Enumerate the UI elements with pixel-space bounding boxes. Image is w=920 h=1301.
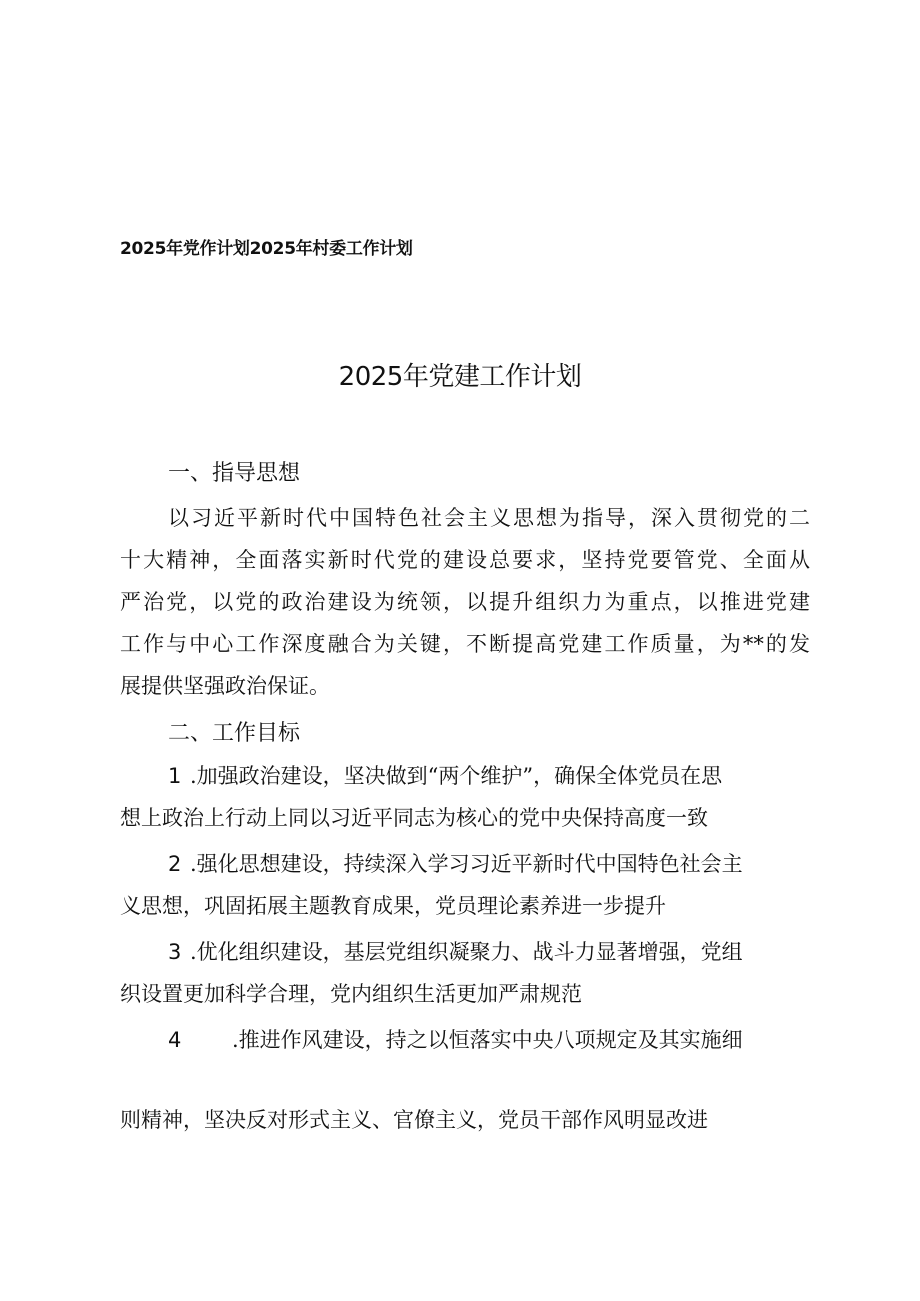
goal-number: 4 <box>168 1028 182 1052</box>
paragraph-line: 十大精神，全面落实新时代党的建设总要求，坚持党要管党、全面从 <box>120 548 810 572</box>
goal-item-2 <box>168 848 810 878</box>
goal-text: .推进作风建设，持之以恒落实中央八项规定及其实施细 <box>232 1028 743 1052</box>
section-heading-guiding-ideology: 一、指导思想 <box>168 461 301 486</box>
document-title: 2025年党建工作计划 <box>338 362 582 392</box>
goal-text: .强化思想建设，持续深入学习习近平新时代中国特色社会主 <box>190 852 743 876</box>
goal-item-1-continuation: 想上政治上行动上同以习近平同志为核心的党中央保持高度一致 <box>120 806 708 830</box>
paragraph-line: 严治党，以党的政治建设为统领，以提升组织力为重点，以推进党建 <box>120 590 810 614</box>
goal-item-3-continuation: 织设置更加科学合理，党内组织生活更加严肃规范 <box>120 982 582 1006</box>
goal-item-2-continuation: 义思想，巩固拓展主题教育成果，党员理论素养进一步提升 <box>120 894 666 918</box>
goal-item-4-continuation: 则精神，坚决反对形式主义、官僚主义，党员干部作风明显改进 <box>120 1108 708 1132</box>
goal-number: 2 <box>168 852 182 876</box>
goal-item-1 <box>168 760 810 790</box>
goal-item-3 <box>168 936 810 966</box>
goal-item-4 <box>168 1024 810 1054</box>
goal-text: .加强政治建设，坚决做到“两个维护”，确保全体党员在思 <box>190 764 723 788</box>
section-heading-work-goals: 二、工作目标 <box>168 721 301 746</box>
paragraph-line: 以习近平新时代中国特色社会主义思想为指导，深入贯彻党的二 <box>168 506 810 530</box>
goal-text: .优化组织建设，基层党组织凝聚力、战斗力显著增强，党组 <box>190 940 743 964</box>
paragraph-line: 展提供坚强政治保证。 <box>120 674 330 698</box>
paragraph-line: 工作与中心工作深度融合为关键，不断提高党建工作质量，为**的发 <box>120 632 810 656</box>
goal-number: 3 <box>168 940 182 964</box>
goal-number: 1 <box>168 764 182 788</box>
document-header: 2025年党作计划2025年村委工作计划 <box>120 239 413 259</box>
